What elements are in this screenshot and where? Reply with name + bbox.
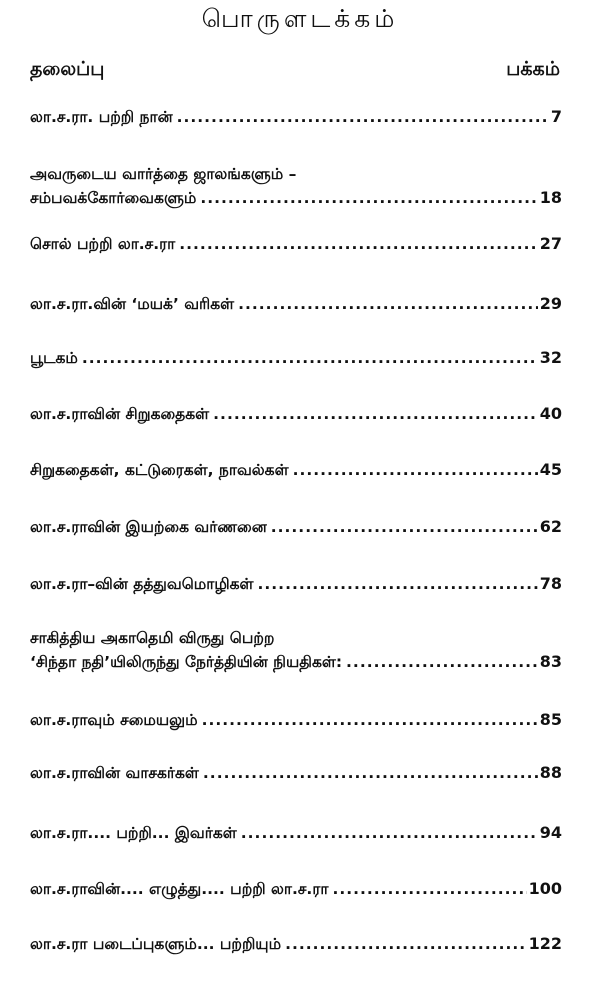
toc-entry: [30, 162, 562, 210]
toc-entry-page-number: 100: [528, 879, 562, 898]
dot-leader: [238, 292, 538, 316]
toc-entry-final-line: [30, 458, 562, 482]
toc-entry-final-line: [30, 761, 562, 785]
toc-entry-title: சொல் பற்றி லா.ச.ரா: [30, 235, 176, 253]
toc-entry-page-number: 45: [539, 460, 562, 479]
toc-entry-page-number: 7: [550, 107, 562, 126]
dot-leader: [82, 346, 538, 370]
toc-entry: [30, 105, 562, 129]
toc-entry: [30, 932, 562, 956]
toc-entry-final-line: [30, 186, 562, 210]
toc-entry: [30, 708, 562, 732]
toc-entry-final-line: [30, 821, 562, 845]
dot-leader: [241, 821, 538, 845]
toc-entry-page-number: 29: [539, 294, 562, 313]
dot-leader: [203, 761, 538, 785]
toc-entry-title: ‘சிந்தா நதி’யிலிருந்து நேர்த்தியின் நியதிகள்:: [30, 653, 343, 671]
toc-header: [30, 58, 560, 83]
toc-entry-page-number: 78: [539, 574, 562, 593]
page-title: பொருளடக்கம்: [201, 4, 399, 33]
toc-entry-title: லா.ச.ரா. பற்றி நான்: [30, 108, 173, 126]
dot-leader: [346, 650, 538, 674]
dot-leader: [293, 458, 538, 482]
toc-entry-final-line: [30, 932, 562, 956]
toc-entry: [30, 821, 562, 845]
toc-entry-title: சிறுகதைகள், கட்டுரைகள், நாவல்கள்: [30, 461, 289, 479]
toc-entry-title: லா.ச.ரா படைப்புகளும்... பற்றியும்: [30, 935, 282, 953]
dot-leader: [332, 877, 526, 901]
toc-entry: [30, 232, 562, 256]
toc-entry: [30, 515, 562, 539]
toc-entry: [30, 458, 562, 482]
toc-entry-page-number: 62: [539, 517, 562, 536]
toc-entry-title: லா.ச.ராவின் சிறுகதைகள்: [30, 405, 210, 423]
toc-entry: [30, 292, 562, 316]
toc-entry-title: லா.ச.ரா.வின் ‘மயக்’ வரிகள்: [30, 295, 235, 313]
toc-entry: [30, 572, 562, 596]
toc-entry-title-line: அவருடைய வார்த்தை ஜாலங்களும் –: [30, 165, 297, 183]
toc-entry: [30, 402, 562, 426]
toc-entry-page-number: 83: [539, 652, 562, 671]
toc-entry: [30, 346, 562, 370]
toc-entry-page-number: 122: [528, 934, 562, 953]
toc-entry-final-line: [30, 572, 562, 596]
toc-entry-final-line: [30, 346, 562, 370]
toc-entry: [30, 761, 562, 785]
toc-entry-final-line: [30, 292, 562, 316]
toc-entry-title: லா.ச.ரா–வின் தத்துவமொழிகள்: [30, 575, 254, 593]
toc-entry-title: பூடகம்: [30, 349, 78, 367]
toc-entry-final-line: [30, 708, 562, 732]
toc-entry-final-line: [30, 515, 562, 539]
dot-leader: [177, 105, 549, 129]
toc-entry-title: லா.ச.ராவின் வாசகர்கள்: [30, 764, 199, 782]
toc-entry: [30, 626, 562, 674]
toc-entry-page-number: 85: [539, 710, 562, 729]
dot-leader: [271, 515, 538, 539]
toc-entry-final-line: [30, 402, 562, 426]
dot-leader: [200, 186, 537, 210]
toc-entry-title-line: சாகித்திய அகாதெமி விருது பெற்ற: [30, 629, 275, 647]
toc-entry-final-line: [30, 232, 562, 256]
toc-entry-title: லா.ச.ரா.... பற்றி... இவர்கள்: [30, 824, 237, 842]
toc-entry: [30, 877, 562, 901]
header-title-column: தலைப்பு: [30, 58, 105, 80]
dot-leader: [213, 402, 538, 426]
toc-entry-page-number: 88: [539, 763, 562, 782]
toc-entry-title: சம்பவக்கோர்வைகளும்: [30, 189, 197, 207]
dot-leader: [179, 232, 537, 256]
toc-entry-final-line: [30, 877, 562, 901]
toc-entry-final-line: [30, 650, 562, 674]
dot-leader: [285, 932, 527, 956]
toc-entry-final-line: [30, 105, 562, 129]
dot-leader: [258, 572, 538, 596]
toc-entry-title: லா.ச.ராவும் சமையலும்: [30, 711, 198, 729]
toc-entry-title: லா.ச.ராவின்.... எழுத்து.... பற்றி லா.ச.ரா: [30, 880, 329, 898]
toc-entry-page-number: 32: [539, 348, 562, 367]
toc-entry-page-number: 40: [539, 404, 562, 423]
toc-entry-title: லா.ச.ராவின் இயற்கை வர்ணனை: [30, 518, 267, 536]
toc-entry-page-number: 18: [539, 188, 562, 207]
toc-entry-page-number: 27: [539, 234, 562, 253]
toc-entry-page-number: 94: [539, 823, 562, 842]
dot-leader: [202, 708, 538, 732]
header-page-column: பக்கம்: [506, 58, 560, 80]
